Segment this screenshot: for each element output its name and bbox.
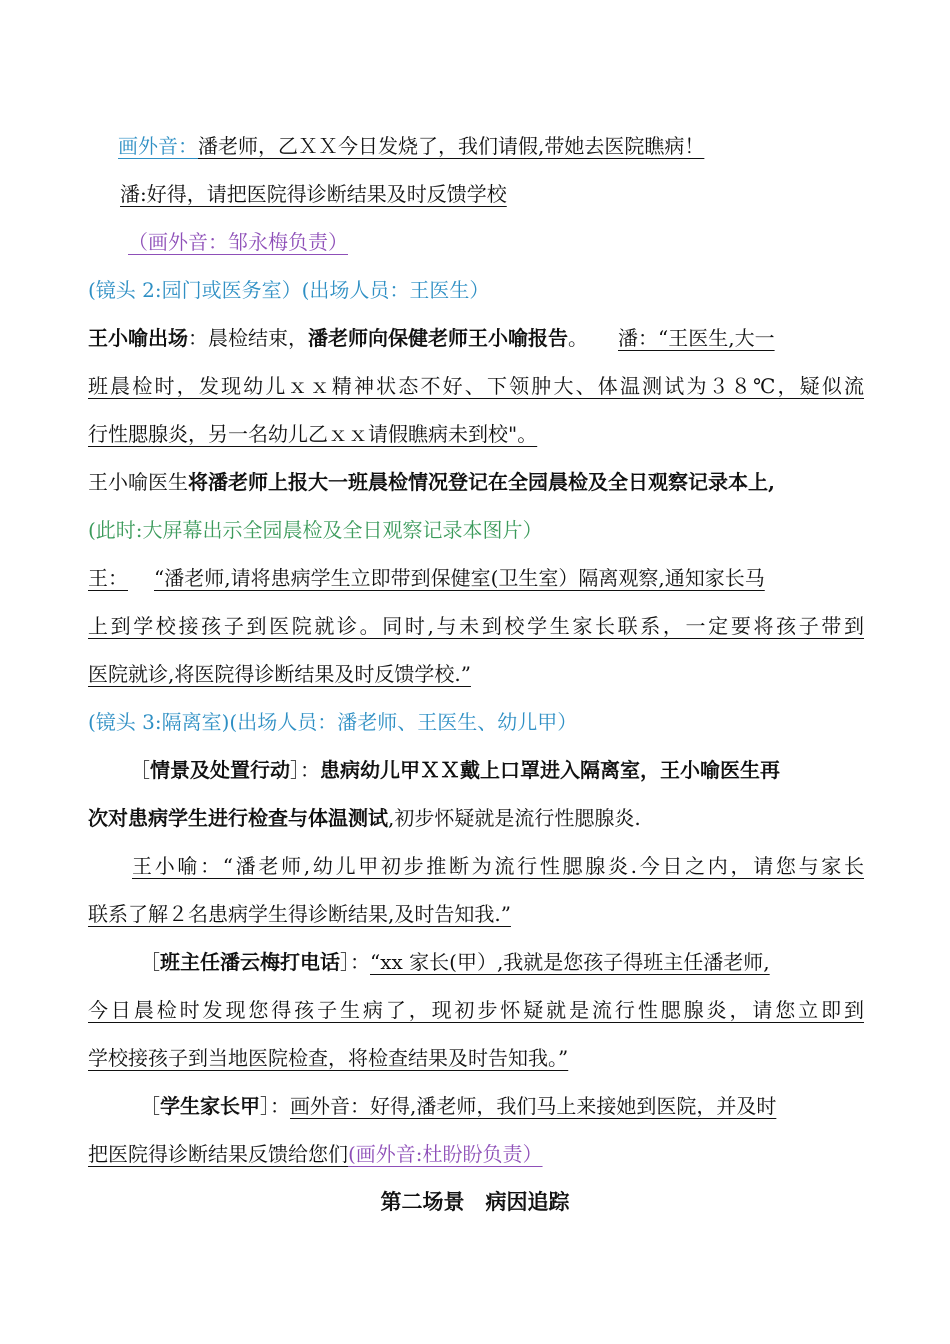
wang-enters-label: 王小喻出场 <box>88 326 188 350</box>
quote-segment: 上到学校接孩子到医院就诊。同时,与未到校学生家长联系，一定要将孩子带到 <box>88 614 864 638</box>
bold-segment: 情景及处置行动 <box>150 758 290 782</box>
bracket: ］： <box>340 950 370 974</box>
text-segment: 。 <box>568 326 588 350</box>
voiceover-line-1 <box>118 132 790 160</box>
bracket: ［ <box>140 1094 160 1118</box>
bold-segment: 患病幼儿甲ＸＸ戴上口罩进入隔离室，王小喻医生再 <box>320 758 780 782</box>
bracket: ［ <box>130 758 150 782</box>
scene-2-heading <box>88 276 864 304</box>
paragraph-line-14 <box>130 756 864 784</box>
bold-segment: 次对患病学生进行检查与体温测试 <box>88 806 388 830</box>
bracket: ］： <box>290 758 320 782</box>
text-segment: ,初步怀疑就是流行性腮腺炎. <box>388 806 641 830</box>
bold-segment: 学生家长甲 <box>160 1094 260 1118</box>
quote-segment: 班晨检时，发现幼儿ｘｘ精神状态不好、下领肿大、体温测试为３８℃，疑似流 <box>88 374 864 398</box>
paragraph-line-20 <box>88 1044 864 1072</box>
paragraph-line-7 <box>88 420 864 448</box>
paragraph-line-5 <box>88 324 864 352</box>
pan-reply-line <box>120 180 896 208</box>
pan-reply-text: 潘:好得，请把医院得诊断结果及时反馈学校 <box>120 182 507 206</box>
quote-segment: 王小喻：“潘老师,幼儿甲初步推断为流行性腮腺炎.今日之内，请您与家长 <box>132 854 864 878</box>
paragraph-line-16 <box>132 852 864 880</box>
speaker-label: 王： <box>88 566 128 590</box>
quote-segment: 医院就诊,将医院得诊断结果及时反馈学校.” <box>88 662 471 686</box>
bracket: ］： <box>260 1094 290 1118</box>
bold-segment: 将潘老师上报大一班晨检情况登记在全园晨检及全日观察记录本上, <box>188 470 775 494</box>
scene-3-heading <box>88 708 864 736</box>
quote-segment: “潘老师,请将患病学生立即带到保健室(卫生室）隔离观察,通知家长马 <box>154 566 765 590</box>
bold-segment: 班主任潘云梅打电话 <box>160 950 340 974</box>
paragraph-line-10 <box>88 564 864 592</box>
scene-two-title-text: 第二场景 病因追踪 <box>380 1189 570 1214</box>
quote-segment: 行性腮腺炎，另一名幼儿乙ｘｘ请假瞧病未到校"。 <box>88 422 538 446</box>
voiceover-label: 画外音： <box>118 134 198 158</box>
text-segment: 王小喻医生 <box>88 470 188 494</box>
screen-note-line <box>88 516 864 544</box>
text-segment: ：晨检结束， <box>188 326 308 350</box>
quote-segment: 画外音：好得,潘老师，我们马上来接她到医院，并及时 <box>290 1094 777 1118</box>
quote-segment: 把医院得诊断结果反馈给您们 <box>88 1142 348 1166</box>
quote-segment: 联系了解２名患病学生得诊断结果,及时告知我.” <box>88 902 511 926</box>
voiceover-credit-2: (画外音:杜盼盼负责） <box>348 1142 543 1166</box>
voiceover-credit-text: （画外音：邹永梅负责） <box>128 230 348 254</box>
scene-two-title <box>0 1188 950 1216</box>
bold-segment: 潘老师向保健老师王小喻报告 <box>308 326 568 350</box>
paragraph-line-21 <box>140 1092 864 1120</box>
scene-3-heading-text: (镜头 3:隔离室)(出场人员：潘老师、王医生、幼儿甲） <box>88 710 578 734</box>
quote-segment: 学校接孩子到当地医院检查，将检查结果及时告知我。” <box>88 1046 569 1070</box>
paragraph-line-22 <box>88 1140 864 1168</box>
quote-segment: 今日晨检时发现您得孩子生病了，现初步怀疑就是流行性腮腺炎，请您立即到 <box>88 998 864 1022</box>
voiceover-credit-1 <box>128 228 904 256</box>
voiceover-text: 潘老师，乙ＸＸ今日发烧了，我们请假,带她去医院瞧病！ <box>198 134 705 158</box>
paragraph-line-17 <box>88 900 864 928</box>
bracket: ［ <box>140 950 160 974</box>
paragraph-line-11 <box>88 612 864 640</box>
paragraph-line-8 <box>88 468 864 496</box>
paragraph-line-19 <box>88 996 864 1024</box>
screen-note-text: (此时:大屏幕出示全园晨检及全日观察记录本图片） <box>88 518 543 542</box>
paragraph-line-12 <box>88 660 864 688</box>
quote-segment: “xx 家长(甲）,我就是您孩子得班主任潘老师, <box>370 950 770 974</box>
paragraph-line-18 <box>140 948 864 976</box>
paragraph-line-15 <box>88 804 864 832</box>
quote-segment: 潘：“王医生,大一 <box>618 326 775 350</box>
scene-2-heading-text: (镜头 2:园门或医务室）(出场人员：王医生） <box>88 278 490 302</box>
paragraph-line-6 <box>88 372 864 400</box>
